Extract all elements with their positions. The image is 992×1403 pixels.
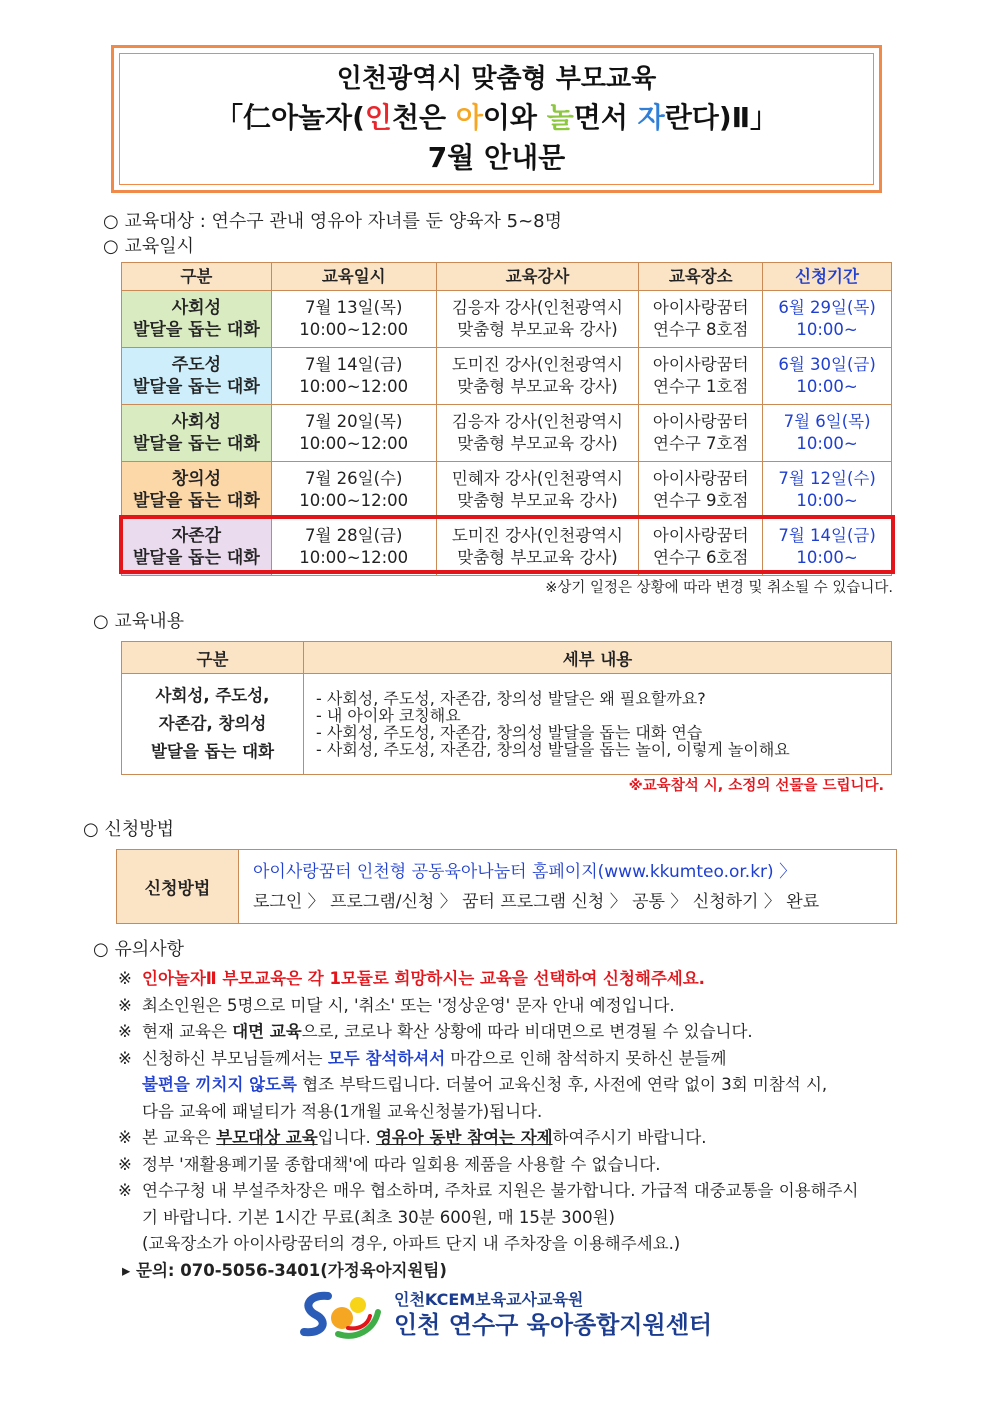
- schedule-header-cell: 구분: [122, 263, 272, 291]
- logo-line1: 인천KCEM보육교사교육원: [394, 1290, 584, 1309]
- title-inner: [119, 53, 874, 185]
- content-category-cell: 사회성, 주도성, 자존감, 창의성 발달을 돕는 대화: [122, 674, 304, 775]
- list-item: ※ 신청하신 부모님들께서는 모두 참석하셔서 마감으로 인해 참석하지 못하신 분들께: [118, 1048, 727, 1068]
- schedule-header-cell: 교육장소: [639, 263, 763, 291]
- gift-note: ※교육참석 시, 소정의 선물을 드립니다.: [628, 778, 884, 794]
- date-cell: 7월 26일(수) 10:00~12:00: [271, 462, 436, 519]
- contact-line: ▸ 문의: 070-5056-3401(가정육아지원팀): [122, 1260, 447, 1280]
- list-item: ※ 최소인원은 5명으로 미달 시, '취소' 또는 '정상운영' 문자 안내 예정입니다.: [118, 995, 675, 1015]
- list-item: ※ 인아놀자Ⅱ 부모교육은 각 1모듈로 희망하시는 교육을 선택하여 신청해주세요.: [118, 969, 705, 988]
- place-cell: 아이사랑꿈터 연수구 8호점: [639, 291, 763, 348]
- apply-url-line[interactable]: 아이사랑꿈터 인천형 공동육아나눔터 홈페이지(www.kkumteo.or.kr) 〉: [253, 861, 797, 882]
- list-item: - 사회성, 주도성, 자존감, 창의성 발달은 왜 필요할까요?: [316, 689, 706, 708]
- logo-line2: 인천 연수구 육아종합지원센터: [394, 1311, 713, 1339]
- instructor-cell: 김응자 강사(인천광역시 맞춤형 부모교육 강사): [436, 291, 639, 348]
- center-logo-text: [394, 1290, 712, 1340]
- date-cell: 7월 14일(금) 10:00~12:00: [271, 348, 436, 405]
- apply-period-cell: 7월 12일(수) 10:00~: [763, 462, 892, 519]
- list-item-cont: (교육장소가 아이사랑꿈터의 경우, 아파트 단지 내 주차장을 이용해주세요.): [142, 1234, 681, 1253]
- content-header-detail: 세부 내용: [304, 642, 892, 674]
- apply-heading: ○ 신청방법: [83, 819, 174, 840]
- apply-period-cell: 7월 14일(금) 10:00~: [763, 519, 892, 576]
- center-logo: [298, 1288, 712, 1342]
- list-item: - 사회성, 주도성, 자존감, 창의성 발달을 돕는 놀이, 이렇게 놀이해요: [316, 740, 790, 759]
- category-cell: 창의성 발달을 돕는 대화: [122, 462, 272, 519]
- notes-list: [118, 966, 938, 1284]
- schedule-heading: ○ 교육일시: [103, 236, 194, 257]
- content-table: [121, 641, 892, 775]
- center-logo-icon: [298, 1288, 382, 1342]
- notes-heading: ○ 유의사항: [93, 939, 184, 960]
- apply-table: [116, 849, 897, 924]
- table-row: [122, 674, 892, 775]
- schedule-header-row: [122, 263, 892, 291]
- instructor-cell: 민혜자 강사(인천광역시 맞춤형 부모교육 강사): [436, 462, 639, 519]
- apply-steps-line: 로그인 〉 프로그램/신청 〉 꿈터 프로그램 신청 〉 공통 〉 신청하기 〉 완료: [253, 891, 820, 912]
- highlight-frame: [119, 515, 895, 574]
- content-header-cat: 구분: [122, 642, 304, 674]
- content-detail-cell: [304, 674, 892, 775]
- table-row: [122, 291, 892, 348]
- schedule-header-cell: 신청기간: [763, 263, 892, 291]
- table-row: [122, 405, 892, 462]
- schedule-note: ※상기 일정은 상황에 따라 변경 및 취소될 수 있습니다.: [545, 580, 893, 596]
- apply-period-cell: 6월 30일(금) 10:00~: [763, 348, 892, 405]
- schedule-header-cell: 교육강사: [436, 263, 639, 291]
- instructor-cell: 도미진 강사(인천광역시 맞춤형 부모교육 강사): [436, 519, 639, 576]
- list-item: - 내 아이와 코칭해요: [316, 706, 461, 725]
- apply-period-cell: 7월 6일(목) 10:00~: [763, 405, 892, 462]
- title-line2: 「仁아놀자(인천은 아이와 놀면서 자란다)Ⅱ」: [214, 101, 779, 134]
- category-cell: 자존감 발달을 돕는 대화: [122, 519, 272, 576]
- target-line: ○ 교육대상 : 연수구 관내 영유아 자녀를 둔 양육자 5~8명: [103, 211, 563, 232]
- content-heading: ○ 교육내용: [93, 611, 184, 632]
- title-line1: 인천광역시 맞춤형 부모교육: [336, 64, 657, 94]
- place-cell: 아이사랑꿈터 연수구 7호점: [639, 405, 763, 462]
- title-line3: 7월 안내문: [427, 141, 566, 174]
- content-header-row: [122, 642, 892, 674]
- category-cell: 사회성 발달을 돕는 대화: [122, 291, 272, 348]
- place-cell: 아이사랑꿈터 연수구 1호점: [639, 348, 763, 405]
- category-cell: 주도성 발달을 돕는 대화: [122, 348, 272, 405]
- place-cell: 아이사랑꿈터 연수구 9호점: [639, 462, 763, 519]
- list-item: ※ 현재 교육은 대면 교육으로, 코로나 확산 상황에 따라 비대면으로 변경될 수 있습니다.: [118, 1022, 753, 1041]
- list-item: - 사회성, 주도성, 자존감, 창의성 발달을 돕는 대화 연습: [316, 723, 703, 742]
- place-cell: 아이사랑꿈터 연수구 6호점: [639, 519, 763, 576]
- list-item: ※ 정부 '재활용폐기물 종합대책'에 따라 일회용 제품을 사용할 수 없습니다.: [118, 1154, 661, 1174]
- instructor-cell: 도미진 강사(인천광역시 맞춤형 부모교육 강사): [436, 348, 639, 405]
- apply-label: 신청방법: [117, 850, 239, 924]
- apply-period-cell: 6월 29일(목) 10:00~: [763, 291, 892, 348]
- date-cell: 7월 28일(금) 10:00~12:00: [271, 519, 436, 576]
- title-box: [111, 45, 882, 193]
- apply-steps: [239, 850, 897, 924]
- list-item-cont: 기 바랍니다. 기본 1시간 무료(최초 30분 600원, 매 15분 300원): [142, 1207, 615, 1227]
- table-row: [117, 850, 897, 924]
- list-item-cont: 불편을 끼치지 않도록 협조 부탁드립니다. 더불어 교육신청 후, 사전에 연락 없이 3회 미참석 시,: [142, 1075, 828, 1094]
- date-cell: 7월 13일(목) 10:00~12:00: [271, 291, 436, 348]
- category-cell: 사회성 발달을 돕는 대화: [122, 405, 272, 462]
- list-item: ※ 본 교육은 부모대상 교육입니다. 영유아 동반 참여는 자제하여주시기 바랍니다.: [118, 1128, 707, 1147]
- table-row: [122, 462, 892, 519]
- schedule-header-cell: 교육일시: [271, 263, 436, 291]
- list-item-cont: 다음 교육에 패널티가 적용(1개월 교육신청불가)됩니다.: [142, 1101, 543, 1121]
- list-item: ※ 연수구청 내 부설주차장은 매우 협소하며, 주차료 지원은 불가합니다. 가급적 대중교통을 이용해주시: [118, 1181, 859, 1200]
- date-cell: 7월 20일(목) 10:00~12:00: [271, 405, 436, 462]
- table-row: [122, 348, 892, 405]
- instructor-cell: 김응자 강사(인천광역시 맞춤형 부모교육 강사): [436, 405, 639, 462]
